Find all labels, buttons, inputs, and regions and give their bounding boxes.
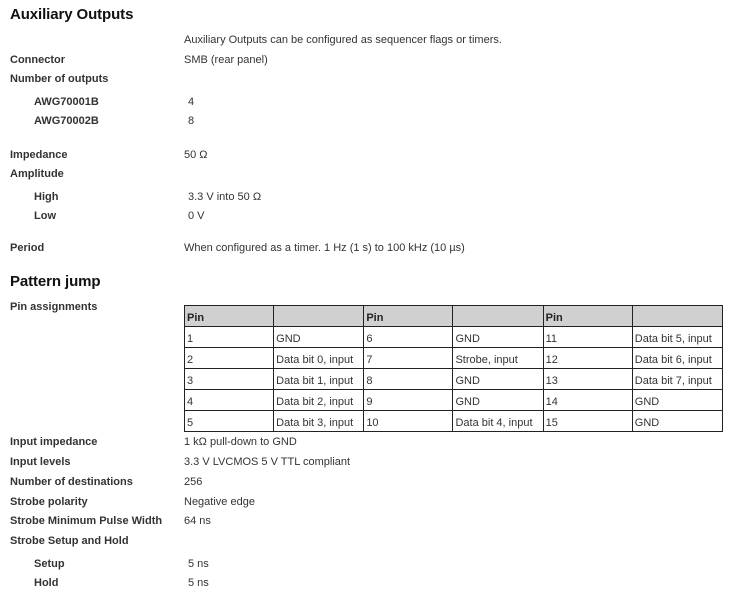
table-cell: 15 xyxy=(543,411,632,432)
table-cell: GND xyxy=(453,327,543,348)
table-cell: 8 xyxy=(364,369,453,390)
input-impedance-value: 1 kΩ pull-down to GND xyxy=(184,436,297,448)
table-row xyxy=(185,369,723,390)
table-cell: 4 xyxy=(185,390,274,411)
strobe-min-pulse-width-label: Strobe Minimum Pulse Width xyxy=(10,515,163,527)
table-row xyxy=(185,390,723,411)
strobe-polarity-label: Strobe polarity xyxy=(10,496,88,508)
impedance-value: 50 Ω xyxy=(184,149,208,161)
table-cell: 1 xyxy=(185,327,274,348)
number-of-outputs-label: Number of outputs xyxy=(10,73,109,85)
low-value: 0 V xyxy=(188,210,205,222)
pin-assignments-label: Pin assignments xyxy=(10,301,98,313)
table-cell: GND xyxy=(453,390,543,411)
hold-label: Hold xyxy=(34,577,59,589)
period-label: Period xyxy=(10,242,45,254)
table-cell: GND xyxy=(632,411,722,432)
table-cell: GND xyxy=(632,390,722,411)
period-value: When configured as a timer. 1 Hz (1 s) to 100 kHz (10 µs) xyxy=(184,242,465,254)
table-cell: Data bit 1, input xyxy=(274,369,364,390)
header-pin-2: Pin xyxy=(364,306,453,327)
awg70002b-label: AWG70002B xyxy=(34,115,99,127)
table-cell: Strobe, input xyxy=(453,348,543,369)
header-pin-3: Pin xyxy=(543,306,632,327)
header-function-3 xyxy=(632,306,722,327)
table-row xyxy=(185,348,723,369)
high-label: High xyxy=(34,191,59,203)
number-of-destinations-label: Number of destinations xyxy=(10,476,133,488)
pattern-jump-heading: Pattern jump xyxy=(10,273,101,290)
table-cell: Data bit 7, input xyxy=(632,369,722,390)
low-label: Low xyxy=(34,210,56,222)
setup-label: Setup xyxy=(34,558,65,570)
table-cell: Data bit 6, input xyxy=(632,348,722,369)
table-cell: 3 xyxy=(185,369,274,390)
pin-assignments-table xyxy=(184,305,723,432)
amplitude-label: Amplitude xyxy=(10,168,64,180)
input-levels-label: Input levels xyxy=(10,456,71,468)
hold-value: 5 ns xyxy=(188,577,209,589)
table-row xyxy=(185,411,723,432)
table-cell: 12 xyxy=(543,348,632,369)
strobe-polarity-value: Negative edge xyxy=(184,496,255,508)
input-impedance-label: Input impedance xyxy=(10,436,98,448)
aux-intro-text: Auxiliary Outputs can be configured as sequencer flags or timers. xyxy=(184,34,502,46)
table-cell: 9 xyxy=(364,390,453,411)
header-pin-1: Pin xyxy=(185,306,274,327)
aux-outputs-heading: Auxiliary Outputs xyxy=(10,6,134,23)
connector-value: SMB (rear panel) xyxy=(184,54,268,66)
awg70002b-value: 8 xyxy=(188,115,195,127)
table-header-row xyxy=(185,306,723,327)
awg70001b-label: AWG70001B xyxy=(34,96,99,108)
header-function-1 xyxy=(274,306,364,327)
table-cell: Data bit 5, input xyxy=(632,327,722,348)
strobe-setup-hold-label: Strobe Setup and Hold xyxy=(10,535,129,547)
impedance-label: Impedance xyxy=(10,149,68,161)
table-cell: GND xyxy=(453,369,543,390)
header-function-2 xyxy=(453,306,543,327)
table-cell: 7 xyxy=(364,348,453,369)
table-cell: Data bit 2, input xyxy=(274,390,364,411)
table-cell: 13 xyxy=(543,369,632,390)
table-cell: Data bit 0, input xyxy=(274,348,364,369)
table-cell: 10 xyxy=(364,411,453,432)
setup-value: 5 ns xyxy=(188,558,209,570)
table-cell: 2 xyxy=(185,348,274,369)
table-cell: 6 xyxy=(364,327,453,348)
table-cell: 11 xyxy=(543,327,632,348)
strobe-min-pulse-width-value: 64 ns xyxy=(184,515,211,527)
connector-label: Connector xyxy=(10,54,65,66)
high-value: 3.3 V into 50 Ω xyxy=(188,191,262,203)
number-of-destinations-value: 256 xyxy=(184,476,203,488)
table-cell: Data bit 3, input xyxy=(274,411,364,432)
table-cell: 5 xyxy=(185,411,274,432)
awg70001b-value: 4 xyxy=(188,96,195,108)
table-row xyxy=(185,327,723,348)
input-levels-value: 3.3 V LVCMOS 5 V TTL compliant xyxy=(184,456,351,468)
table-cell: Data bit 4, input xyxy=(453,411,543,432)
table-cell: 14 xyxy=(543,390,632,411)
table-cell: GND xyxy=(274,327,364,348)
